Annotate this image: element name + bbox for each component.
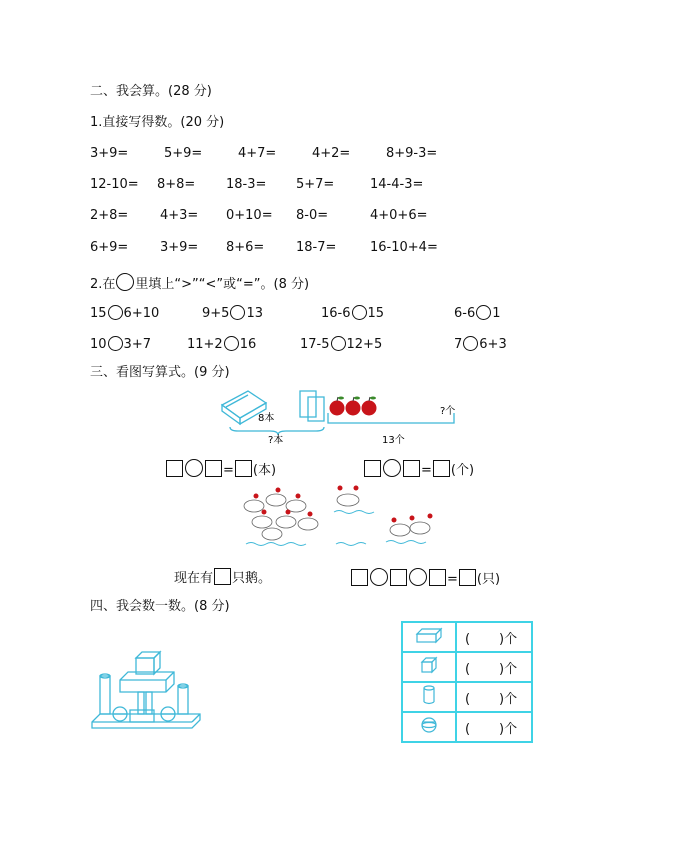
q1-title: 1.直接写得数。(20 分) bbox=[90, 115, 225, 130]
compare-item: 10 3+7 bbox=[90, 337, 151, 352]
cylinder-icon bbox=[421, 684, 437, 706]
calc-item: 16-10+4= bbox=[370, 240, 438, 255]
answer-box[interactable] bbox=[459, 569, 476, 586]
circle-blank bbox=[116, 273, 134, 291]
calc-item: 8+6= bbox=[226, 240, 265, 255]
calc-item: 18-3= bbox=[226, 177, 267, 192]
operator-circle[interactable] bbox=[383, 459, 401, 477]
sphere-icon bbox=[419, 715, 439, 735]
calc-item: 0+10= bbox=[226, 208, 273, 223]
calc-item: 12-10= bbox=[90, 177, 139, 192]
compare-item: 6-6 1 bbox=[454, 306, 501, 321]
q2-title bbox=[90, 273, 309, 293]
operator-circle[interactable] bbox=[185, 459, 203, 477]
compare-circle[interactable] bbox=[352, 305, 367, 320]
calc-item: 4+2= bbox=[312, 146, 351, 161]
blocks-figure bbox=[88, 650, 208, 732]
calc-item: 14-4-3= bbox=[370, 177, 424, 192]
calc-item: 6+9= bbox=[90, 240, 129, 255]
books-count-label: 8本 bbox=[258, 413, 275, 424]
calc-item: 8+9-3= bbox=[386, 146, 438, 161]
calc-item: 4+3= bbox=[160, 208, 199, 223]
compare-circle[interactable] bbox=[108, 305, 123, 320]
section4-title: 四、我会数一数。(8 分) bbox=[90, 599, 230, 614]
compare-item: 7 6+3 bbox=[454, 337, 507, 352]
compare-circle[interactable] bbox=[476, 305, 491, 320]
operator-circle[interactable] bbox=[370, 568, 388, 586]
calc-item: 18-7= bbox=[296, 240, 337, 255]
compare-circle[interactable] bbox=[108, 336, 123, 351]
table-row: ( )个 bbox=[402, 682, 532, 712]
compare-circle[interactable] bbox=[331, 336, 346, 351]
cube-icon bbox=[419, 655, 439, 675]
compare-circle[interactable] bbox=[230, 305, 245, 320]
cuboid-icon bbox=[414, 626, 444, 644]
calc-item: 3+9= bbox=[160, 240, 199, 255]
calc-item: 5+9= bbox=[164, 146, 203, 161]
apples-total-label: 13个 bbox=[382, 435, 405, 446]
table-row: ( )个 bbox=[402, 712, 532, 742]
calc-item: 4+7= bbox=[238, 146, 277, 161]
operator-circle[interactable] bbox=[409, 568, 427, 586]
equation-apples: = (个) bbox=[363, 459, 474, 481]
calc-item: 5+7= bbox=[296, 177, 335, 192]
q2-prefix: 2.在 bbox=[90, 277, 116, 292]
calc-item: 4+0+6= bbox=[370, 208, 428, 223]
answer-box[interactable] bbox=[166, 460, 183, 477]
answer-box[interactable] bbox=[364, 460, 381, 477]
books-apples-picture bbox=[218, 387, 466, 449]
answer-box[interactable] bbox=[235, 460, 252, 477]
answer-box[interactable] bbox=[214, 568, 231, 585]
answer-box[interactable] bbox=[351, 569, 368, 586]
q2-suffix: 里填上“>”“<”或“=”。(8 分) bbox=[135, 277, 310, 292]
answer-box[interactable] bbox=[433, 460, 450, 477]
goose-sentence: 现在有 只鹅。 bbox=[174, 568, 271, 589]
apples-unknown-label: ?个 bbox=[440, 406, 456, 417]
calc-item: 8+8= bbox=[157, 177, 196, 192]
geese-picture bbox=[236, 482, 446, 552]
table-row: ( )个 bbox=[402, 652, 532, 682]
compare-item: 9+5 13 bbox=[202, 306, 263, 321]
compare-circle[interactable] bbox=[224, 336, 239, 351]
compare-item: 16-6 15 bbox=[321, 306, 385, 321]
section2-title: 二、我会算。(28 分) bbox=[90, 84, 212, 99]
calc-item: 8-0= bbox=[296, 208, 329, 223]
apple-icon bbox=[330, 397, 377, 416]
compare-item: 17-5 12+5 bbox=[300, 337, 383, 352]
equation-books: = (本) bbox=[165, 459, 276, 481]
calc-item: 2+8= bbox=[90, 208, 129, 223]
count-table bbox=[401, 621, 533, 743]
compare-circle[interactable] bbox=[463, 336, 478, 351]
answer-box[interactable] bbox=[429, 569, 446, 586]
calc-item: 3+9= bbox=[90, 146, 129, 161]
compare-item: 15 6+10 bbox=[90, 306, 160, 321]
books-total-label: ?本 bbox=[268, 435, 284, 446]
answer-box[interactable] bbox=[403, 460, 420, 477]
section3-title: 三、看图写算式。(9 分) bbox=[90, 365, 230, 380]
equation-geese: = (只) bbox=[350, 568, 500, 590]
answer-box[interactable] bbox=[390, 569, 407, 586]
table-row: ( )个 bbox=[402, 622, 532, 652]
compare-item: 11+2 16 bbox=[187, 337, 257, 352]
answer-box[interactable] bbox=[205, 460, 222, 477]
